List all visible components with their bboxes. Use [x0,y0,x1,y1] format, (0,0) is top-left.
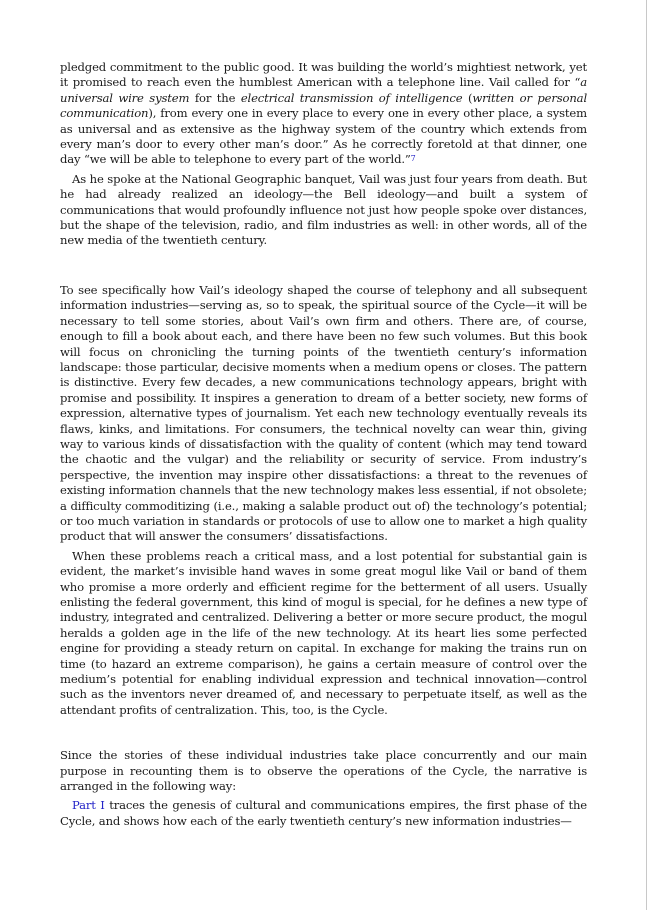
text-segment: traces the genesis of cultural and communications empires, the first phase of the Cycle, and shows how each of the early twentieth century’s new information industries— [60,798,588,828]
footnote-link[interactable]: 7 [410,154,416,164]
paragraph-mogul: When these problems reach a critical mass, and a lost potential for substantial gain is evident, the market’s invisible hand waves in some great mogul like Vail or band of them who promise a more orderly and efficient regime for the betterment of all users. Usually enlisting the federal government, this kind of mogul is special, for he defines a new type of industry, integrated and centralized. Delivering a better or more secure product, the mogul heralds a golden age in the life of the new technology. At its heart lies some perfected engine for providing a steady return on capital. In exchange for making the trains run on time (to hazard an extreme comparison), he gains a certain measure of control over the medium’s potential for enabling individual expression and technical innovation—control such as the inventors never dreamed of, and necessary to perpetuate itself, as well as the attendant profits of centralization. This, too, is the Cycle. [60,548,587,717]
text-segment: ( [462,90,473,105]
page-content [60,60,587,829]
italic-phrase: electrical transmission of intelligence [240,90,463,105]
italic-phrase: written or personal communication [60,90,587,121]
paragraph-part-one [60,798,587,829]
part-one-link[interactable]: Part I [72,798,105,813]
text-segment: pledged commitment to the public good. It was building the world’s mightiest network, yet it promised to reach even the humblest American with a telephone line. Vail called for “ [60,60,587,90]
paragraph-narrative-arrangement: Since the stories of these individual industries take place concurrently and our main purpose in recounting them is to observe the operations of the Cycle, the narrative is arranged in the following way: [60,748,587,794]
paragraph-bell-ideology: As he spoke at the National Geographic banquet, Vail was just four years from death. But he had already realized an ideology—the Bell ideology—and built a system of communications that would profoundly influence not just how people spoke over distances, but the shape of the television, radio, and film industries as well: in other words, all of the new media of the twentieth century. [60,171,587,248]
italic-phrase: a universal wire system [60,75,587,105]
text-segment: ), from every one in every place to every one in every other place, a system as universal and as extensive as the highway system of the country which extends from every man’s door to every other man’s door.” As he correctly foretold at that dinner, one day “we will be able to telephone to every part of the world.” [60,106,587,167]
paragraph-vail-quote [60,60,587,168]
text-segment: for the [189,90,241,105]
paragraph-cycle-pattern: To see specifically how Vail’s ideology shaped the course of telephony and all subsequent information industries—serving as, so to speak, the spiritual source of the Cycle—it will be necessary to tell some stories, about Vail’s own firm and others. There are, of course, enough to fill a book about each, and there have been no few such volumes. But this book will focus on chronicling the turning points of the twentieth century’s information landscape: those particular, decisive moments when a medium opens or closes. The pattern is distinctive. Every few decades, a new communications technology appears, bright with promise and possibility. It inspires a generation to dream of a better society, new forms of expression, alternative types of journalism. Yet each new technology eventually reveals its flaws, kinks, and limitations. For consumers, the technical novelty can wear thin, giving way to various kinds of dissatisfaction with the quality of content (which may tend toward the chaotic and the vulgar) and the reliability or security of service. From industry’s perspective, the invention may inspire other dissatisfactions: a threat to the revenues of existing information channels that the new technology makes less essential, if not obsolete; a difficulty commoditizing (i.e., making a salable product out of) the technology’s potential; or too much variation in standards or protocols of use to allow one to market a high quality product that will answer the consumers’ dissatisfactions. [60,282,587,544]
